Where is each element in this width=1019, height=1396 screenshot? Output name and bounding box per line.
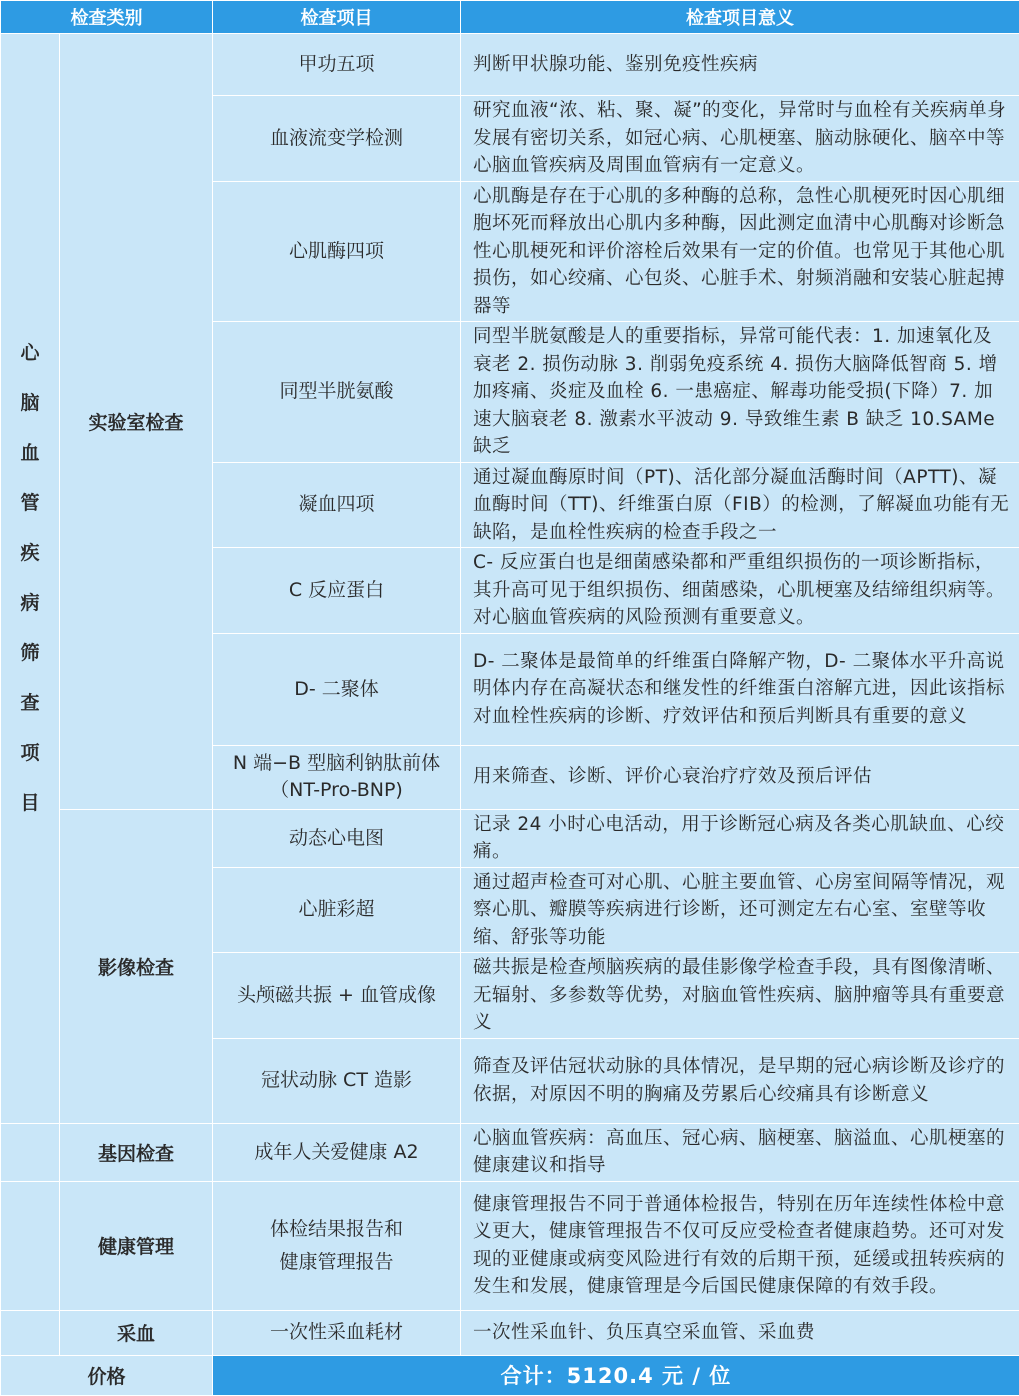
item-line: 冠状动脉 CT 造影 bbox=[219, 1067, 454, 1094]
table-row bbox=[1, 34, 1019, 96]
item-cell bbox=[213, 809, 461, 867]
item-cell bbox=[213, 34, 461, 96]
desc-cell: 一次性采血针、负压真空采血管、采血费 bbox=[461, 1310, 1019, 1355]
main-category-char: 疾 bbox=[1, 528, 59, 578]
empty-cell bbox=[1, 1181, 60, 1310]
item-line: D- 二聚体 bbox=[219, 676, 454, 703]
item-cell bbox=[213, 633, 461, 745]
table-row bbox=[1, 1310, 1019, 1355]
item-line: 凝血四项 bbox=[219, 491, 454, 518]
table-row bbox=[1, 1181, 1019, 1310]
item-line: 动态心电图 bbox=[219, 825, 454, 852]
desc-cell: 筛查及评估冠状动脉的具体情况，是早期的冠心病诊断及诊疗的依据，对原因不明的胸痛及劳累后心绞痛具有诊断意义 bbox=[461, 1038, 1019, 1123]
price-label: 价格 bbox=[1, 1355, 213, 1395]
desc-cell: 健康管理报告不同于普通体检报告，特别在历年连续性体检中意义更大，健康管理报告不仅可反应受检查者健康趋势。还可对发现的亚健康或病变风险进行有效的后期干预，延缓或扭转疾病的发生和发展，健康管理是今后国民健康保障的有效手段。 bbox=[461, 1181, 1019, 1310]
table-row bbox=[1, 809, 1019, 867]
desc-cell: C- 反应蛋白也是细菌感染都和严重组织损伤的一项诊断指标，其升高可见于组织损伤、细菌感染，心肌梗塞及结缔组织病等。对心脑血管疾病的风险预测有重要意义。 bbox=[461, 548, 1019, 634]
main-category-char: 筛 bbox=[1, 628, 59, 678]
desc-cell: 通过凝血酶原时间（PT)、活化部分凝血活酶时间（APTT)、凝血酶时间（TT)、纤维蛋白原（FIB）的检测，了解凝血功能有无缺陷，是血栓性疾病的检查手段之一 bbox=[461, 462, 1019, 548]
item-line: N 端−B 型脑利钠肽前体 bbox=[219, 750, 454, 777]
header-item: 检查项目 bbox=[213, 1, 461, 34]
empty-cell bbox=[1, 1123, 60, 1181]
item-line: 心肌酶四项 bbox=[219, 238, 454, 265]
item-cell bbox=[213, 1181, 461, 1310]
desc-cell: 心脑血管疾病：高血压、冠心病、脑梗塞、脑溢血、心肌梗塞的健康建议和指导 bbox=[461, 1123, 1019, 1181]
main-category-char: 项 bbox=[1, 728, 59, 778]
header-row bbox=[1, 1, 1019, 34]
item-line: 血液流变学检测 bbox=[219, 125, 454, 152]
item-line: 头颅磁共振 + 血管成像 bbox=[219, 982, 454, 1009]
category-health: 健康管理 bbox=[60, 1181, 213, 1310]
item-cell bbox=[213, 1310, 461, 1355]
item-line: 体检结果报告和 bbox=[219, 1213, 454, 1246]
empty-cell bbox=[1, 1310, 60, 1355]
item-cell bbox=[213, 1123, 461, 1181]
price-row bbox=[1, 1355, 1019, 1395]
item-cell bbox=[213, 745, 461, 809]
item-line: 一次性采血耗材 bbox=[219, 1319, 454, 1346]
item-line: 同型半胱氨酸 bbox=[219, 378, 454, 405]
item-line: （NT-Pro-BNP) bbox=[219, 777, 454, 804]
desc-cell: 磁共振是检查颅脑疾病的最佳影像学检查手段，具有图像清晰、无辐射、多参数等优势，对脑血管性疾病、脑肿瘤等具有重要意义 bbox=[461, 953, 1019, 1039]
category-imaging: 影像检查 bbox=[60, 809, 213, 1123]
desc-cell: 同型半胱氨酸是人的重要指标，异常可能代表：1. 加速氧化及衰老 2. 损伤动脉 3. 削弱免疫系统 4. 损伤大脑降低智商 5. 增加疼痛、炎症及血栓 6. 一患癌症、解毒功能受损(下降）7. 加速大脑衰老 8. 激素水平波动 9. 导致维生素 B 缺乏 10.SAMe 缺乏 bbox=[461, 322, 1019, 463]
main-category-char: 脑 bbox=[1, 378, 59, 428]
category-blood: 采血 bbox=[60, 1310, 213, 1355]
main-category-cell bbox=[1, 34, 60, 1124]
desc-cell: 心肌酶是存在于心肌的多种酶的总称，急性心肌梗死时因心肌细胞坏死而释放出心肌内多种酶，因此测定血清中心肌酶对诊断急性心肌梗死和评价溶栓后效果有一定的价值。也常见于其他心肌损伤，如心绞痛、心包炎、心脏手术、射频消融和安装心脏起搏器等 bbox=[461, 181, 1019, 322]
item-line: 健康管理报告 bbox=[219, 1246, 454, 1279]
item-cell bbox=[213, 462, 461, 548]
item-line: C 反应蛋白 bbox=[219, 577, 454, 604]
item-line: 心脏彩超 bbox=[219, 896, 454, 923]
item-line: 成年人关爱健康 A2 bbox=[219, 1139, 454, 1166]
main-category-char: 查 bbox=[1, 678, 59, 728]
desc-cell: 记录 24 小时心电活动，用于诊断冠心病及各类心肌缺血、心绞痛。 bbox=[461, 809, 1019, 867]
desc-cell: 用来筛查、诊断、评价心衰治疗疗效及预后评估 bbox=[461, 745, 1019, 809]
header-category: 检查类别 bbox=[1, 1, 213, 34]
category-lab: 实验室检查 bbox=[60, 34, 213, 810]
main-category-char: 管 bbox=[1, 478, 59, 528]
desc-cell: 通过超声检查可对心肌、心脏主要血管、心房室间隔等情况，观察心肌、瓣膜等疾病进行诊断，还可测定左右心室、室壁等收缩、舒张等功能 bbox=[461, 867, 1019, 953]
item-cell bbox=[213, 96, 461, 182]
item-cell bbox=[213, 181, 461, 322]
item-cell bbox=[213, 322, 461, 463]
item-cell bbox=[213, 548, 461, 634]
desc-cell: 研究血液“浓、粘、聚、凝”的变化，异常时与血栓有关疾病单身发展有密切关系，如冠心病、心肌梗塞、脑动脉硬化、脑卒中等心脑血管疾病及周围血管病有一定意义。 bbox=[461, 96, 1019, 182]
main-category-char: 心 bbox=[1, 328, 59, 378]
price-total: 合计：5120.4 元 / 位 bbox=[213, 1355, 1019, 1395]
main-category-char: 病 bbox=[1, 578, 59, 628]
main-category-char: 目 bbox=[1, 778, 59, 828]
table-row bbox=[1, 1123, 1019, 1181]
desc-cell: 判断甲状腺功能、鉴别免疫性疾病 bbox=[461, 34, 1019, 96]
main-category-char: 血 bbox=[1, 428, 59, 478]
category-gene: 基因检查 bbox=[60, 1123, 213, 1181]
header-meaning: 检查项目意义 bbox=[461, 1, 1019, 34]
desc-cell: D- 二聚体是最简单的纤维蛋白降解产物，D- 二聚体水平升高说明体内存在高凝状态和继发性的纤维蛋白溶解亢进，因此该指标对血栓性疾病的诊断、疗效评估和预后判断具有重要的意义 bbox=[461, 633, 1019, 745]
item-cell bbox=[213, 1038, 461, 1123]
item-line: 甲功五项 bbox=[219, 51, 454, 78]
item-cell bbox=[213, 867, 461, 953]
item-cell bbox=[213, 953, 461, 1039]
